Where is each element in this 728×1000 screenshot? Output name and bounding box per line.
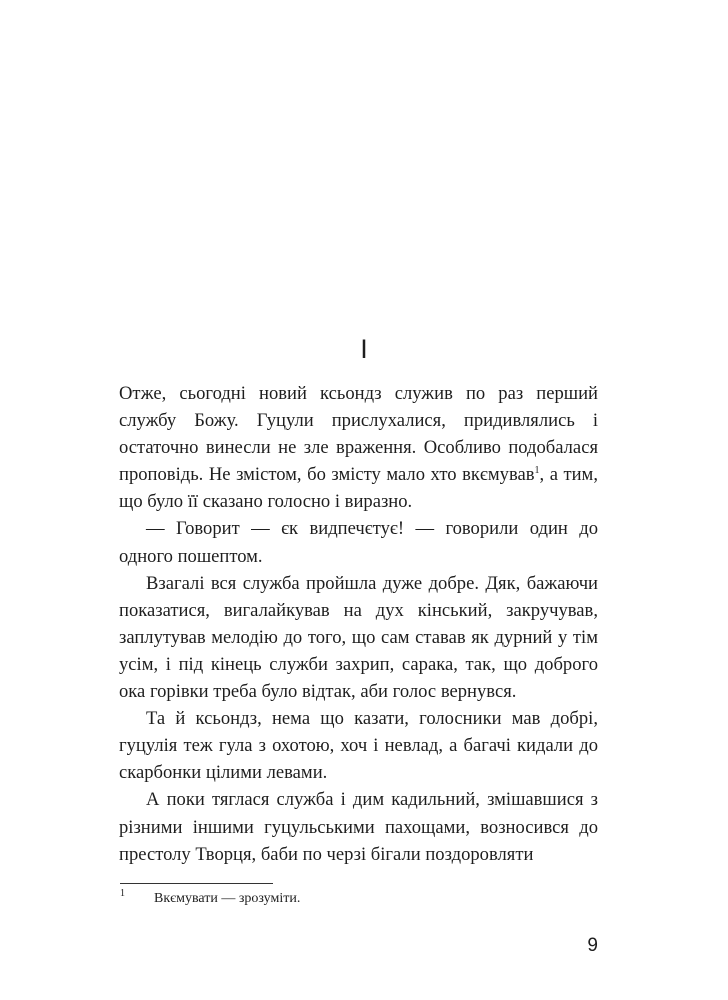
paragraph-1-text: Отже, сьогодні новий ксьондз служив по раз перший службу Божу. Гуцули прислухалися, придивлялись і остаточно винесли не зле враження. Особливо подобалася проповідь. Не змістом, бо змісту мало хто вкємував bbox=[119, 383, 598, 486]
paragraph-5: А поки тяглася служба і дим кадильний, змішавшися з різними іншими гуцульськими пахощами, возносився до престолу Творця, баби по черзі бігали поздоровляти bbox=[119, 789, 598, 865]
paragraph-3: Взагалі вся служба пройшла дуже добре. Дяк, бажаючи показатися, вигалайкував на дух кінський, закручував, заплутував мелодію до того, що сам ставав як дурний у тім усім, і під кінець служби захрип, сарака, так, що доброго ока горівки треба було відтак, аби голос вернувся. bbox=[119, 572, 598, 703]
footnote-divider bbox=[120, 883, 273, 884]
paragraph-4: Та й ксьондз, нема що казати, голосники мав добрі, гуцулія теж гула з охотою, хоч і невлад, а багачі кидали до скарбонки цілими левами. bbox=[119, 708, 598, 784]
paragraph-1-text-continued: , а тим, що було її сказано голосно і виразно. bbox=[119, 464, 598, 513]
footnote: 1 Вкємувати — зрозуміти. bbox=[120, 888, 301, 906]
page-number: 9 bbox=[587, 935, 598, 956]
body-text bbox=[119, 380, 598, 868]
paragraph-2: — Говорит — єк видпечєтує! — говорили один до одного пошептом. bbox=[119, 518, 598, 567]
footnote-reference[interactable]: 1 bbox=[534, 465, 540, 477]
footnote-text: Вкємувати — зрозуміти. bbox=[154, 891, 301, 906]
chapter-title: I bbox=[360, 334, 368, 364]
paragraph-1 bbox=[119, 380, 598, 515]
